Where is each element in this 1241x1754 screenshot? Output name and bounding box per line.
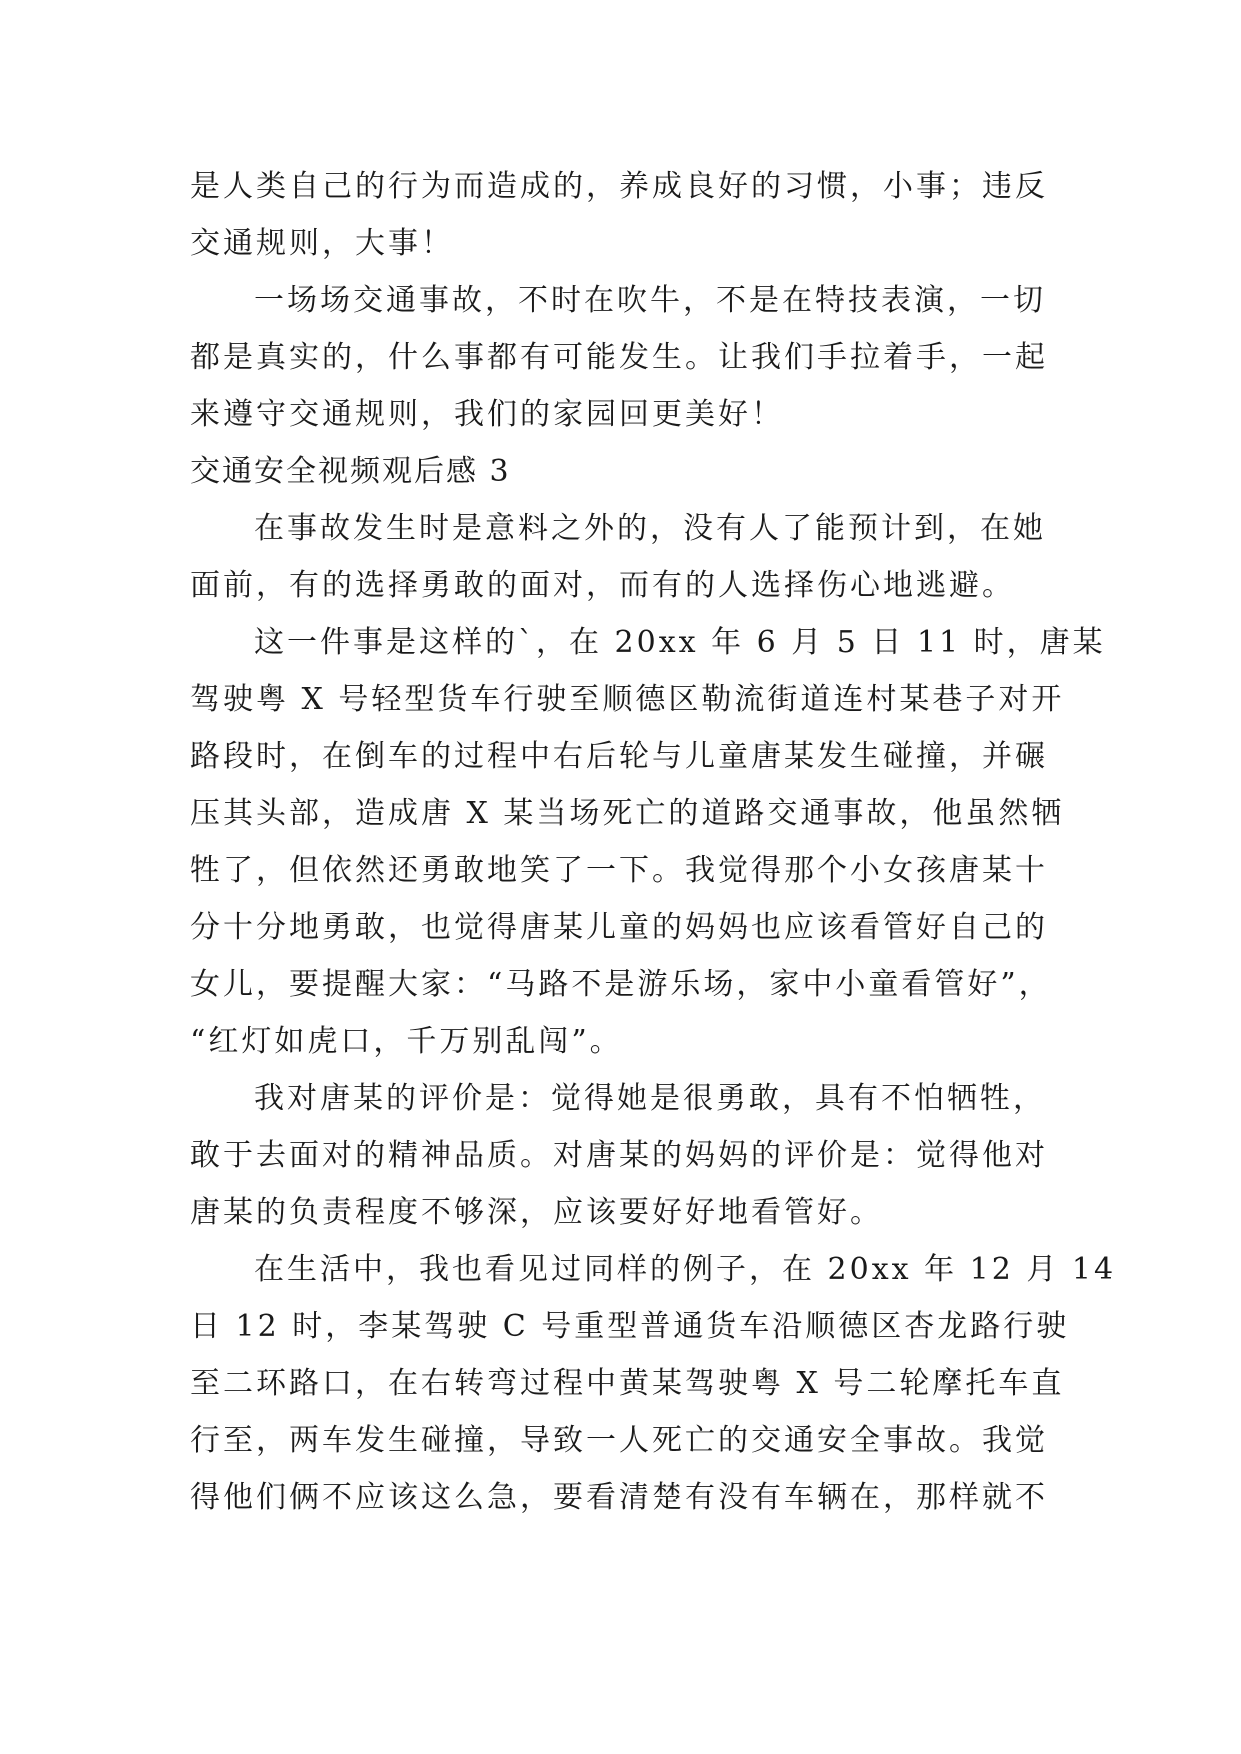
paragraph-line: 分十分地勇敢，也觉得唐某儿童的妈妈也应该看管好自己的 bbox=[190, 910, 1048, 945]
paragraph-line: 牲了，但依然还勇敢地笑了一下。我觉得那个小女孩唐某十 bbox=[190, 853, 1048, 888]
paragraph-line: 压其头部，造成唐 X 某当场死亡的道路交通事故，他虽然牺 bbox=[190, 796, 1065, 831]
paragraph-line: 唐某的负责程度不够深，应该要好好地看管好。 bbox=[190, 1195, 883, 1230]
paragraph-line: 我对唐某的评价是：觉得她是很勇敢，具有不怕牺牲， bbox=[254, 1081, 1046, 1116]
paragraph-line: 来遵守交通规则，我们的家园回更美好！ bbox=[190, 397, 784, 432]
paragraph-line: 面前，有的选择勇敢的面对，而有的人选择伤心地逃避。 bbox=[190, 568, 1015, 603]
paragraph-line: 交通规则，大事！ bbox=[190, 226, 454, 261]
paragraph-line: 至二环路口，在右转弯过程中黄某驾驶粤 X 号二轮摩托车直 bbox=[190, 1366, 1065, 1401]
paragraph-line: 得他们俩不应该这么急，要看清楚有没有车辆在，那样就不 bbox=[190, 1480, 1048, 1515]
paragraph-line: “红灯如虎口，千万别乱闯”。 bbox=[190, 1024, 623, 1059]
paragraph-line: 在事故发生时是意料之外的，没有人了能预计到，在她 bbox=[254, 511, 1046, 546]
document-body bbox=[190, 158, 1117, 1526]
paragraph-line: 路段时，在倒车的过程中右后轮与儿童唐某发生碰撞，并碾 bbox=[190, 739, 1048, 774]
paragraph-line: 这一件事是这样的`，在 20xx 年 6 月 5 日 11 时，唐某 bbox=[254, 625, 1106, 660]
paragraph-line: 一场场交通事故，不时在吹牛，不是在特技表演，一切 bbox=[254, 283, 1046, 318]
paragraph-line: 是人类自己的行为而造成的，养成良好的习惯，小事；违反 bbox=[190, 169, 1048, 204]
paragraph-line: 敢于去面对的精神品质。对唐某的妈妈的评价是：觉得他对 bbox=[190, 1138, 1048, 1173]
paragraph-line: 日 12 时，李某驾驶 C 号重型普通货车沿顺德区杏龙路行驶 bbox=[190, 1309, 1070, 1344]
section-heading: 交通安全视频观后感 3 bbox=[190, 454, 511, 489]
paragraph-line: 驾驶粤 X 号轻型货车行驶至顺德区勒流街道连村某巷子对开 bbox=[190, 682, 1065, 717]
paragraph-line: 女儿，要提醒大家：“马路不是游乐场，家中小童看管好”， bbox=[190, 967, 1052, 1002]
paragraph-line: 在生活中，我也看见过同样的例子，在 20xx 年 12 月 14 bbox=[254, 1252, 1117, 1287]
paragraph-line: 都是真实的，什么事都有可能发生。让我们手拉着手，一起 bbox=[190, 340, 1048, 375]
paragraph-line: 行至，两车发生碰撞，导致一人死亡的交通安全事故。我觉 bbox=[190, 1423, 1048, 1458]
